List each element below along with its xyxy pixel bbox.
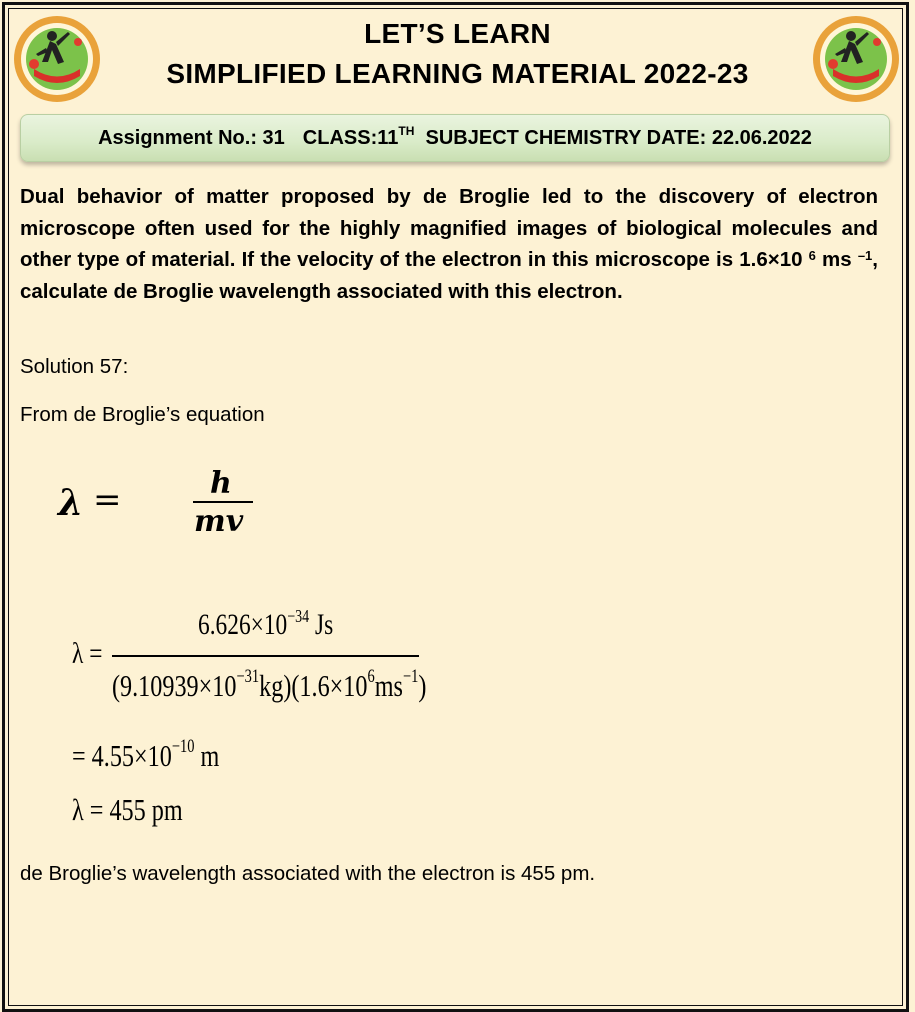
- result-mantissa: = 4.55×10: [72, 738, 172, 773]
- equation-equals: =: [93, 480, 122, 520]
- title-lets-learn: LET’S LEARN: [364, 18, 551, 49]
- numerator-exponent: −34: [287, 606, 310, 626]
- result-line-1: [72, 738, 219, 774]
- subject-date: SUBJECT CHEMISTRY DATE: 22.06.2022: [425, 127, 812, 149]
- substitution-denominator: [112, 668, 426, 704]
- question-part2: ms: [815, 248, 852, 271]
- equation-numerator: h: [210, 466, 232, 501]
- equation-lambda: λ: [58, 482, 84, 524]
- class-label: CLASS:11: [302, 127, 399, 149]
- conclusion-text: de Broglie’s wavelength associated with the electron is 455 pm.: [20, 862, 596, 885]
- assignment-number: Assignment No.: 31: [98, 127, 285, 149]
- title-learning-material: SIMPLIFIED LEARNING MATERIAL 2022-23: [166, 58, 749, 89]
- question-part3: , calculate de Broglie wavelength associated with this electron.: [20, 248, 878, 303]
- numerator-mantissa: 6.626×10: [198, 608, 288, 641]
- denominator-exponent1: −31: [236, 666, 260, 687]
- solution-intro: From de Broglie’s equation: [20, 403, 265, 426]
- question-text: [20, 181, 878, 307]
- substitution-fraction-bar: [112, 655, 419, 657]
- numerator-unit: Js: [309, 608, 334, 641]
- equation-fraction-bar: [193, 501, 253, 503]
- substitution-lhs: λ =: [72, 637, 103, 670]
- result-exponent: −10: [171, 736, 195, 757]
- solution-label: Solution 57:: [20, 355, 129, 378]
- substitution-numerator: [198, 608, 333, 642]
- denominator-part2: kg)(1.6×10: [259, 668, 368, 703]
- question-exponent-1: 6: [808, 248, 816, 263]
- denominator-exponent3: −1: [402, 666, 419, 687]
- result-line-2: λ = 455 pm: [72, 792, 183, 827]
- denominator-exponent2: 6: [367, 666, 375, 687]
- equation-denominator: mv: [194, 504, 244, 539]
- assignment-bar: [20, 114, 890, 162]
- question-part1: Dual behavior of matter proposed by de Broglie led to the discovery of electron microscope often used for the highly magnified images of biological molecules and other type of material. If the velocity of the electron in this microscope is 1.6×10: [20, 185, 878, 271]
- denominator-part1: (9.10939×10: [112, 668, 237, 703]
- class-superscript: TH: [398, 124, 415, 138]
- denominator-part4: ): [418, 668, 427, 703]
- denominator-part3: ms: [374, 668, 403, 703]
- assignment-bar-text: [21, 124, 889, 150]
- question-exponent-2: –1: [857, 248, 873, 263]
- result-unit: m: [194, 738, 220, 773]
